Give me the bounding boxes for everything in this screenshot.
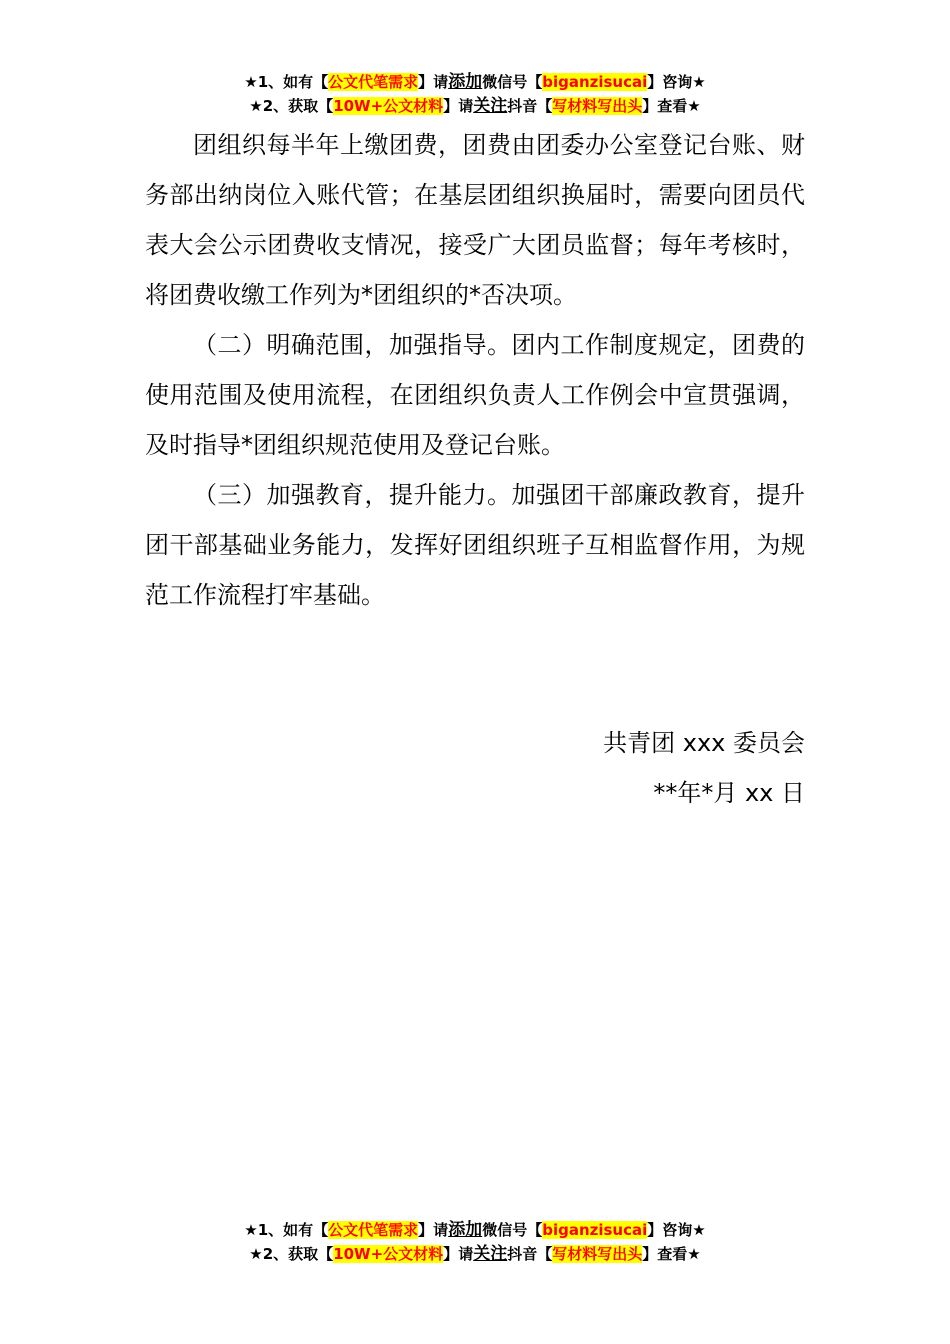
promo-text: 】咨询★ — [647, 73, 706, 91]
signature-date: **年*月 xx 日 — [653, 779, 805, 807]
promo-line-2 — [0, 1242, 950, 1266]
highlight-service: 公文代笔需求 — [328, 73, 419, 91]
promo-text: 】请 — [443, 97, 474, 115]
promo-text: ★2、获取【 — [249, 97, 334, 115]
signature-block — [603, 718, 805, 818]
promo-text: 微信号【 — [482, 73, 543, 91]
emphasis-text: 添加 — [448, 1220, 483, 1240]
highlight-wechat-id: biganzisucai — [542, 1221, 648, 1239]
top-promo-banner — [0, 70, 950, 118]
emphasis-text: 关注 — [473, 1244, 508, 1264]
promo-text: 】请 — [418, 73, 449, 91]
promo-text: ★1、如有【 — [244, 1221, 329, 1239]
paragraph: 团组织每半年上缴团费，团费由团委办公室登记台账、财务部出纳岗位入账代管；在基层团组织换届时，需要向团员代表大会公示团费收支情况，接受广大团员监督；每年考核时，将团费收缴工作列为*团组织的*否决项。 — [145, 131, 805, 309]
highlight-service: 公文代笔需求 — [328, 1221, 419, 1239]
promo-line-2 — [0, 94, 950, 118]
document-body — [145, 120, 805, 620]
paragraph: （三）加强教育，提升能力。加强团干部廉政教育，提升团干部基础业务能力，发挥好团组织班子互相监督作用，为规范工作流程打牢基础。 — [145, 481, 805, 609]
promo-text: 】请 — [443, 1245, 474, 1263]
promo-line-1 — [0, 1218, 950, 1242]
promo-text: 】咨询★ — [647, 1221, 706, 1239]
promo-text: ★2、获取【 — [249, 1245, 334, 1263]
promo-text: 】请 — [418, 1221, 449, 1239]
promo-text: 】查看★ — [642, 97, 701, 115]
highlight-materials: 10W+公文材料 — [333, 97, 444, 115]
highlight-wechat-id: biganzisucai — [542, 73, 648, 91]
highlight-account: 写材料写出头 — [552, 97, 643, 115]
promo-text: 抖音【 — [507, 97, 553, 115]
emphasis-text: 关注 — [473, 96, 508, 116]
emphasis-text: 添加 — [448, 72, 483, 92]
promo-text: 】查看★ — [642, 1245, 701, 1263]
promo-text: 微信号【 — [482, 1221, 543, 1239]
bottom-promo-banner — [0, 1218, 950, 1266]
promo-text: ★1、如有【 — [244, 73, 329, 91]
signature-org: 共青团 xxx 委员会 — [603, 729, 805, 757]
paragraph: （二）明确范围，加强指导。团内工作制度规定，团费的使用范围及使用流程，在团组织负责人工作例会中宣贯强调，及时指导*团组织规范使用及登记台账。 — [145, 331, 805, 459]
highlight-account: 写材料写出头 — [552, 1245, 643, 1263]
highlight-materials: 10W+公文材料 — [333, 1245, 444, 1263]
promo-text: 抖音【 — [507, 1245, 553, 1263]
promo-line-1 — [0, 70, 950, 94]
